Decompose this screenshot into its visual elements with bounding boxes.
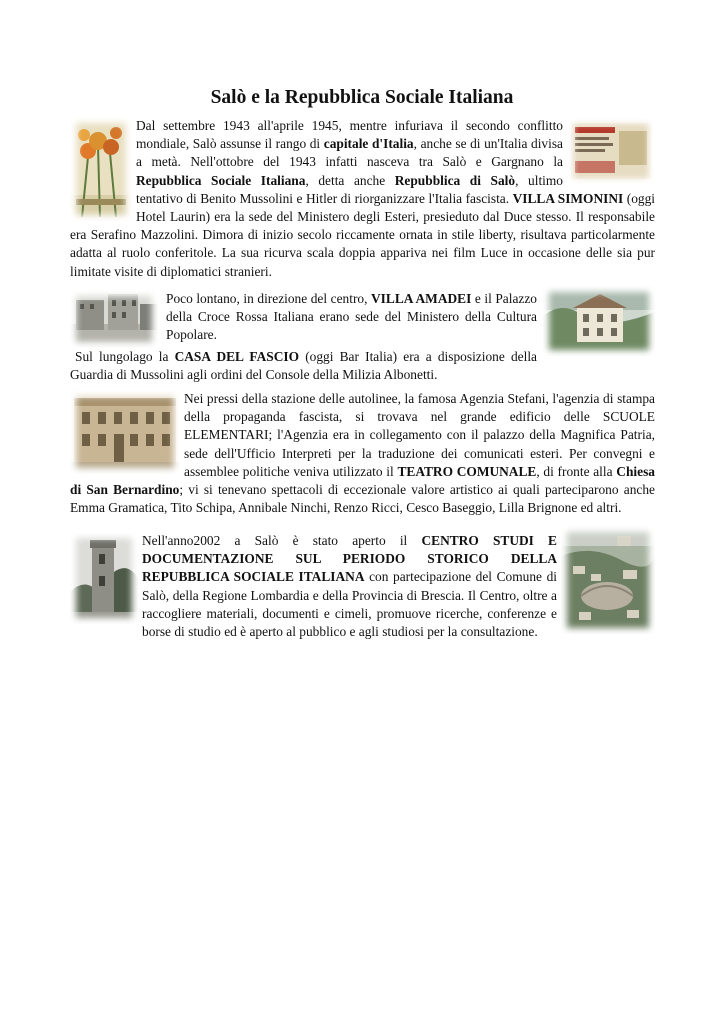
page-title: Salò e la Repubblica Sociale Italiana [210,87,514,108]
paragraph-capitale: Dal settembre 1943 all'aprile 1945, mentre infuriava il secondo conflitto mondiale, Salò assunse il rango di capitale d'Italia, anche se di un'Italia divisa a metà. Nell'ottobre del 1943 infatti nasceva tra Salò e Gargnano la Repubblica Sociale Italiana, detta anche Repubblica di Salò, ultimo tentativo di Benito Mussolini e Hitler di riorganizzare l'Italia fascista. VILLA SIMONINI (oggi Hotel Laurin) era la sede del Ministero degli Esteri, presieduto dal Duce stesso. Il responsabile era Serafino Mazzolini. Dimora di inizio secolo riccamente ornata in stile liberty, risultava particolarmente adatta al ruolo conferitole. La sua ricurva scala doppia appariva nei film Luce in occasione delle sia pur limitate visite di diplomatici stranieri. [70,118,656,279]
tower-photo [70,532,138,624]
document-image [567,117,655,185]
school-building-photo [70,390,180,474]
aerial-view-photo [561,526,655,634]
flowers-poster-image [70,117,132,221]
paragraph-casa-del-fascio: Sul lungolago la CASA DEL FASCIO (oggi Bar Italia) era a disposizione della Guardia di Mussolini agli ordini del Console della Milizia Albonetti. [70,349,537,383]
paragraph-centro-studi: Nell'anno2002 a Salò è stato aperto il CENTRO STUDI E DOCUMENTAZIONE SUL PERIODO STORICO DELLA REPUBBLICA SOCIALE ITALIANA con partecipazione del Comune di Salò, della Regione Lombardia e della Provincia di Brescia. Il Centro, oltre a raccogliere materiali, documenti e cimeli, promuove ricerche, conferenze e borse di studio ed è aperto al pubblico e agli studiosi per la consultazione. [70,532,655,641]
paragraph-scuole-teatro: Nei pressi della stazione delle autolinee, la famosa Agenzia Stefani, l'agenzia di stampa della propaganda fascista, si trovava nel grande edificio delle SCUOLE ELEMENTARI; l'Agenzia era in collegamento con il palazzo della Magnifica Patria, sede dell'Ufficio Interpreti per la traduzione dei comunicati esteri. Per convegni e assemblee politiche veniva utilizzato il TEATRO COMUNALE, di fronte alla Chiesa di San Bernardino; vi si tenevano spettacoli di eccezionale valore artistico ai quali parteciparono anche Emma Gramatica, Tito Schipa, Annibale Ninchi, Renzo Ricci, Cesco Baseggio, Lilla Brignone ed altri. [70,391,655,516]
paragraph-villa-amadei: Poco lontano, in direzione del centro, VILLA AMADEI e il Palazzo della Croce Rossa Italiana erano sede del Ministero della Cultura Popolare. [166,291,537,343]
town-square-photo [70,290,158,348]
paragraph-villa-amadei-block [70,290,655,384]
villa-amadei-photo [543,286,655,356]
